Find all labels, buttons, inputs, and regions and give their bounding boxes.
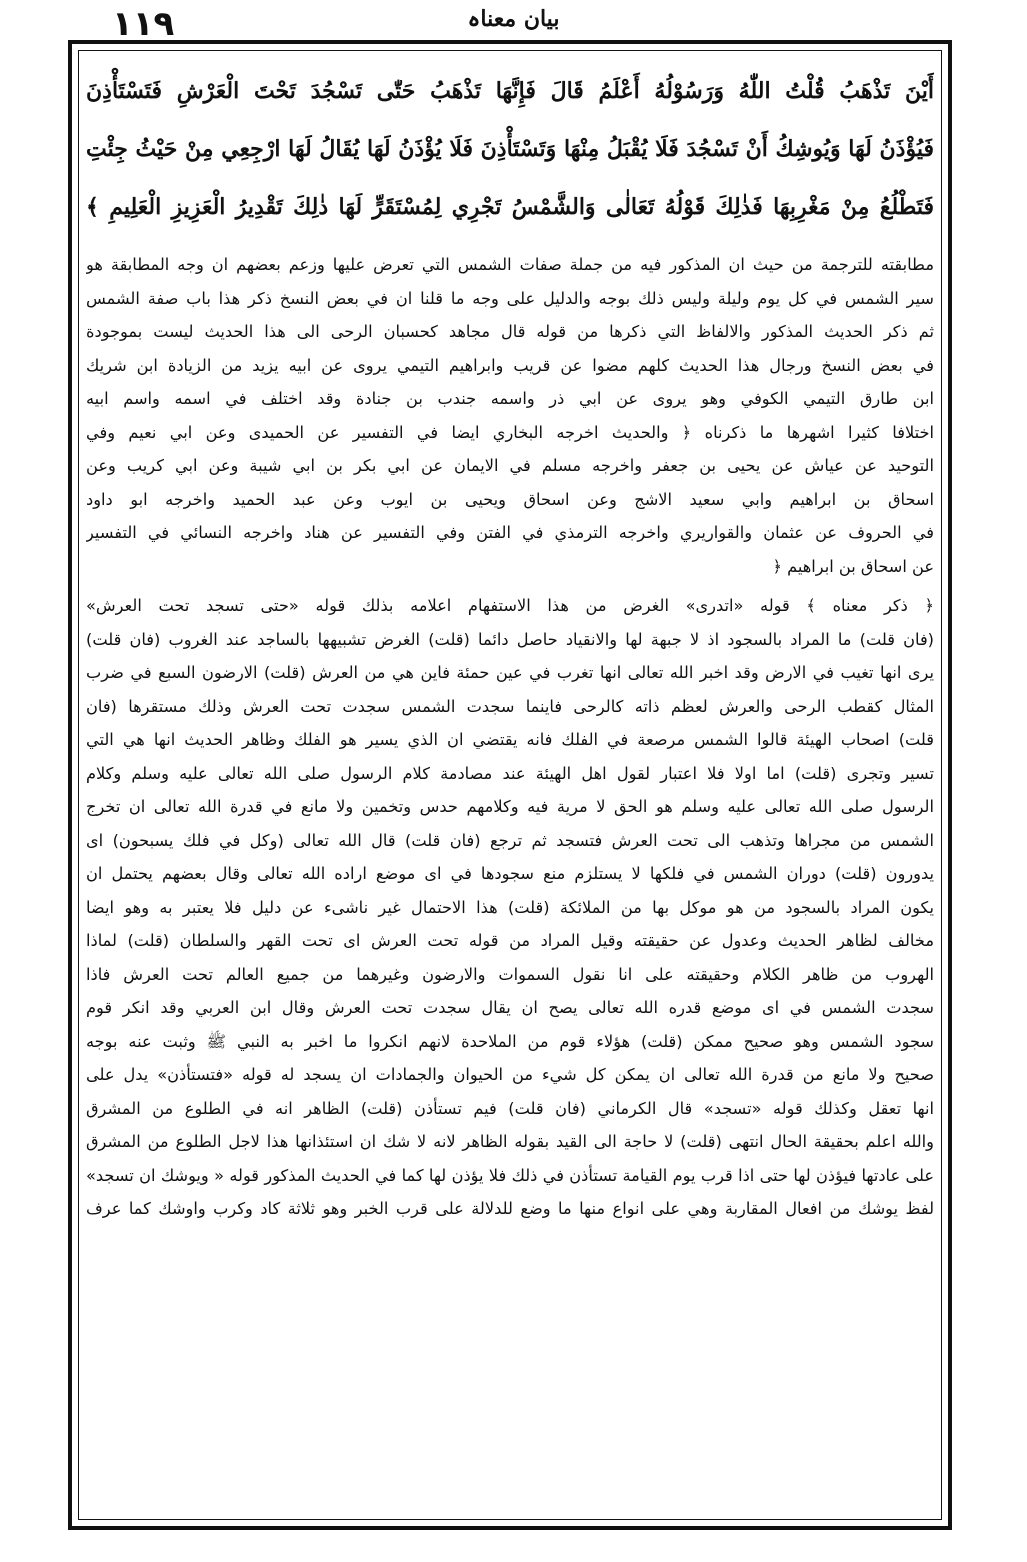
commentary-line: يدورون (قلت) دوران الشمس في فلكها لا يستلزم منع سجودها في اى موضع اراده الله تعالى وقال بعضهم يحتمل ان: [86, 864, 934, 883]
commentary-line: سير الشمس في كل يوم وليلة وليس ذلك بوجه والدليل على وجه ما قلنا ان في بعض النسخ ذكر هذا باب صفة الشمس: [86, 288, 934, 308]
commentary-line: والله اعلم بحقيقة الحال انتهى (قلت) لا حاجة الى القيد بقوله الظاهر لانه لا شك ان استئذانها هذا لاجل الطلوع من المشرق: [86, 1132, 934, 1151]
commentary-line: الشمس من مجراها وتذهب الى تحت العرش فتسجد ثم ترجع (فان قلت) قال الله تعالى (وكل في فلك يسبحون) اى: [86, 830, 934, 850]
commentary-line: سجدت الشمس في اى موضع قدره الله تعالى يصح ان يقال سجدت تحت العرش وقال ابن العربي وقد انكر قوم: [86, 998, 934, 1017]
commentary-paragraph-correspondence: [86, 248, 934, 583]
page-content: [86, 62, 934, 1512]
commentary-line: اختلافا كثيرا اشهرها ما ذكرناه ﴿ والحديث اخرجه البخاري ايضا في التفسير عن الحميدى وعن ابي نعيم وفي: [86, 422, 934, 442]
commentary-line: لفظ يوشك من افعال المقاربة وهي على انواع منها ما وضع للدلالة على قرب الخبر وهو ثلاثة كاد وكرب واوشك كما عرف: [86, 1199, 934, 1218]
commentary-line: ﴿ ذكر معناه ﴾ قوله «اتدرى» الغرض من هذا الاستفهام اعلامه بذلك قوله «حتى تسجد تحت العرش»: [86, 596, 934, 615]
commentary: [86, 248, 934, 1226]
commentary-line: الهروب من ظاهر الكلام وحقيقته على انا نقول السموات والارضون وغيرهما من جميع العالم تحت العرش فاذا: [86, 964, 934, 984]
commentary-line: يكون المراد بالسجود من هو موكل بها من الملائكة (قلت) هذا الاحتمال غير ناشىء عن دليل فلا يعتبر به وهو ايضا: [86, 897, 934, 917]
commentary-line: عن اسحاق بن ابراهيم ﴿: [772, 556, 934, 576]
page-header: [0, 0, 1027, 42]
commentary-line: المثال كقطب الرحى والعرش لعظم ذاته كالرحى فاينما سجدت الشمس سجدت تحت العرش وذلك مستقرها (فان: [86, 696, 934, 716]
commentary-line: اسحاق بن ابراهيم وابي سعيد الاشج وعن اسحاق ويحيى بن ايوب وعن عبد الحميد واخرجه ابو داود: [86, 489, 934, 509]
commentary-line: (فان قلت) ما المراد بالسجود اذ لا جبهة لها والانقياد حاصل دائما (قلت) الغرض تشبيهها بالساجد عند الغروب (فان قلت): [86, 629, 934, 649]
hadith-text: [86, 62, 934, 236]
commentary-line: يرى انها تغيب في الارض وقد اخبر الله تعالى انها تغرب في عين حمئة فاين هي من العرش (قلت) الارضون السبع في ضرب: [86, 663, 934, 682]
hadith-line: فَتَطْلُعُ مِنْ مَغْرِبِهَا فَذٰلِكَ قَوْلُهُ تَعَالٰى وَالشَّمْسُ تَجْرِي لِمُسْتَقَرٍّ لَهَا ذٰلِكَ تَقْدِيرُ الْعَزِيزِ الْعَلِيمِ ﴾: [86, 194, 934, 220]
hadith-line: أَيْنَ تَذْهَبُ قُلْتُ اللّٰهُ وَرَسُوْلُهُ أَعْلَمُ قَالَ فَإِنَّهَا تَذْهَبُ حَتّٰى تَسْجُدَ تَحْتَ الْعَرْشِ فَتَسْتَأْذِنَ: [86, 78, 934, 104]
commentary-line: سجود الشمس وهو صحيح ممكن (قلت) هؤلاء قوم من الملاحدة لانهم انكروا ما اخبر به النبي ﷺ وثبت عنه بوجه: [86, 1031, 934, 1051]
commentary-line: مطابقته للترجمة من حيث ان المذكور فيه من جملة صفات الشمس التي تعرض عليها وزعم بعضهم ان وجه المطابقة هو: [86, 255, 934, 274]
commentary-paragraph-meaning: [86, 589, 934, 1226]
commentary-line: ثم ذكر الحديث المذكور والالفاظ التي ذكرها من قوله قال مجاهد كحسبان الرحى الى هذا الحديث ليست بموجودة: [86, 322, 934, 341]
commentary-line: صحيح ولا مانع من قدرة الله تعالى ان يمكن كل شيء من الحيوان والجمادات ان يسجد له قوله «فتستأذن» يدل على: [86, 1065, 934, 1084]
commentary-line: الرسول صلى الله تعالى عليه وسلم هو الحق لا مرية فيه وكلامهم حدس وتخمين ولا مانع في قدرة الله تعالى ان تخرج: [86, 797, 934, 816]
hadith-line: فَيُؤْذَنُ لَهَا وَيُوشِكُ أَنْ تَسْجُدَ فَلَا يُقْبَلُ مِنْهَا وَتَسْتَأْذِنَ فَلَا يُؤْذَنُ لَهَا يُقَالُ لَهَا ارْجِعِي مِنْ حَيْثُ جِئْتِ: [86, 136, 934, 162]
commentary-line: على عادتها فيؤذن لها حتى اذا قرب يوم القيامة تستأذن في ذلك فلا يؤذن لها كما في الحديث المذكور قوله « ويوشك ان تسجد»: [86, 1165, 934, 1185]
commentary-line: مخالف لظاهر الحديث وعدول عن حقيقته وقيل المراد من قوله تحت العرش اى تحت القهر والسلطان (قلت) لماذا: [86, 931, 934, 950]
page-number: ١١٩: [112, 4, 175, 44]
commentary-line: في الحروف عن عثمان والقواريري واخرجه الترمذي في الفتن وفي التفسير عن هناد واخرجه النسائي في التفسير: [86, 523, 934, 542]
running-title: بیان معناہ: [467, 6, 560, 32]
commentary-line: انها تعقل وكذلك قوله «تسجد» قال الكرماني (فان قلت) فيم تستأذن (قلت) الظاهر انه في الطلوع من المشرق: [86, 1098, 934, 1118]
commentary-line: ابن طارق التيمي الكوفي وهو يروى عن ابي ذر واسمه جندب بن جنادة وقد اختلف في اسمه واسم ابيه: [86, 389, 934, 408]
commentary-line: تسير وتجرى (قلت) اما اولا فلا اعتبار لقول اهل الهيئة عند مصادمة كلام الرسول صلى الله تعالى عليه وسلم وكلام: [86, 763, 934, 783]
commentary-line: في بعض النسخ ورجال هذا الحديث كلهم مضوا عن قريب وابراهيم التيمي يروى عن ابيه يزيد من الزيادة ابن شريك: [86, 355, 934, 375]
commentary-line: قلت) اصحاب الهيئة قالوا الشمس مرصعة في الفلك فانه يقتضي ان الذي يسير هو الفلك وظاهر الحديث انها هي التي: [86, 730, 934, 749]
commentary-line: التوحيد عن عياش عن يحيى بن جعفر واخرجه مسلم في الايمان عن ابي بكر بن ابي شيبة وعن ابي كريب وعن: [86, 456, 934, 475]
